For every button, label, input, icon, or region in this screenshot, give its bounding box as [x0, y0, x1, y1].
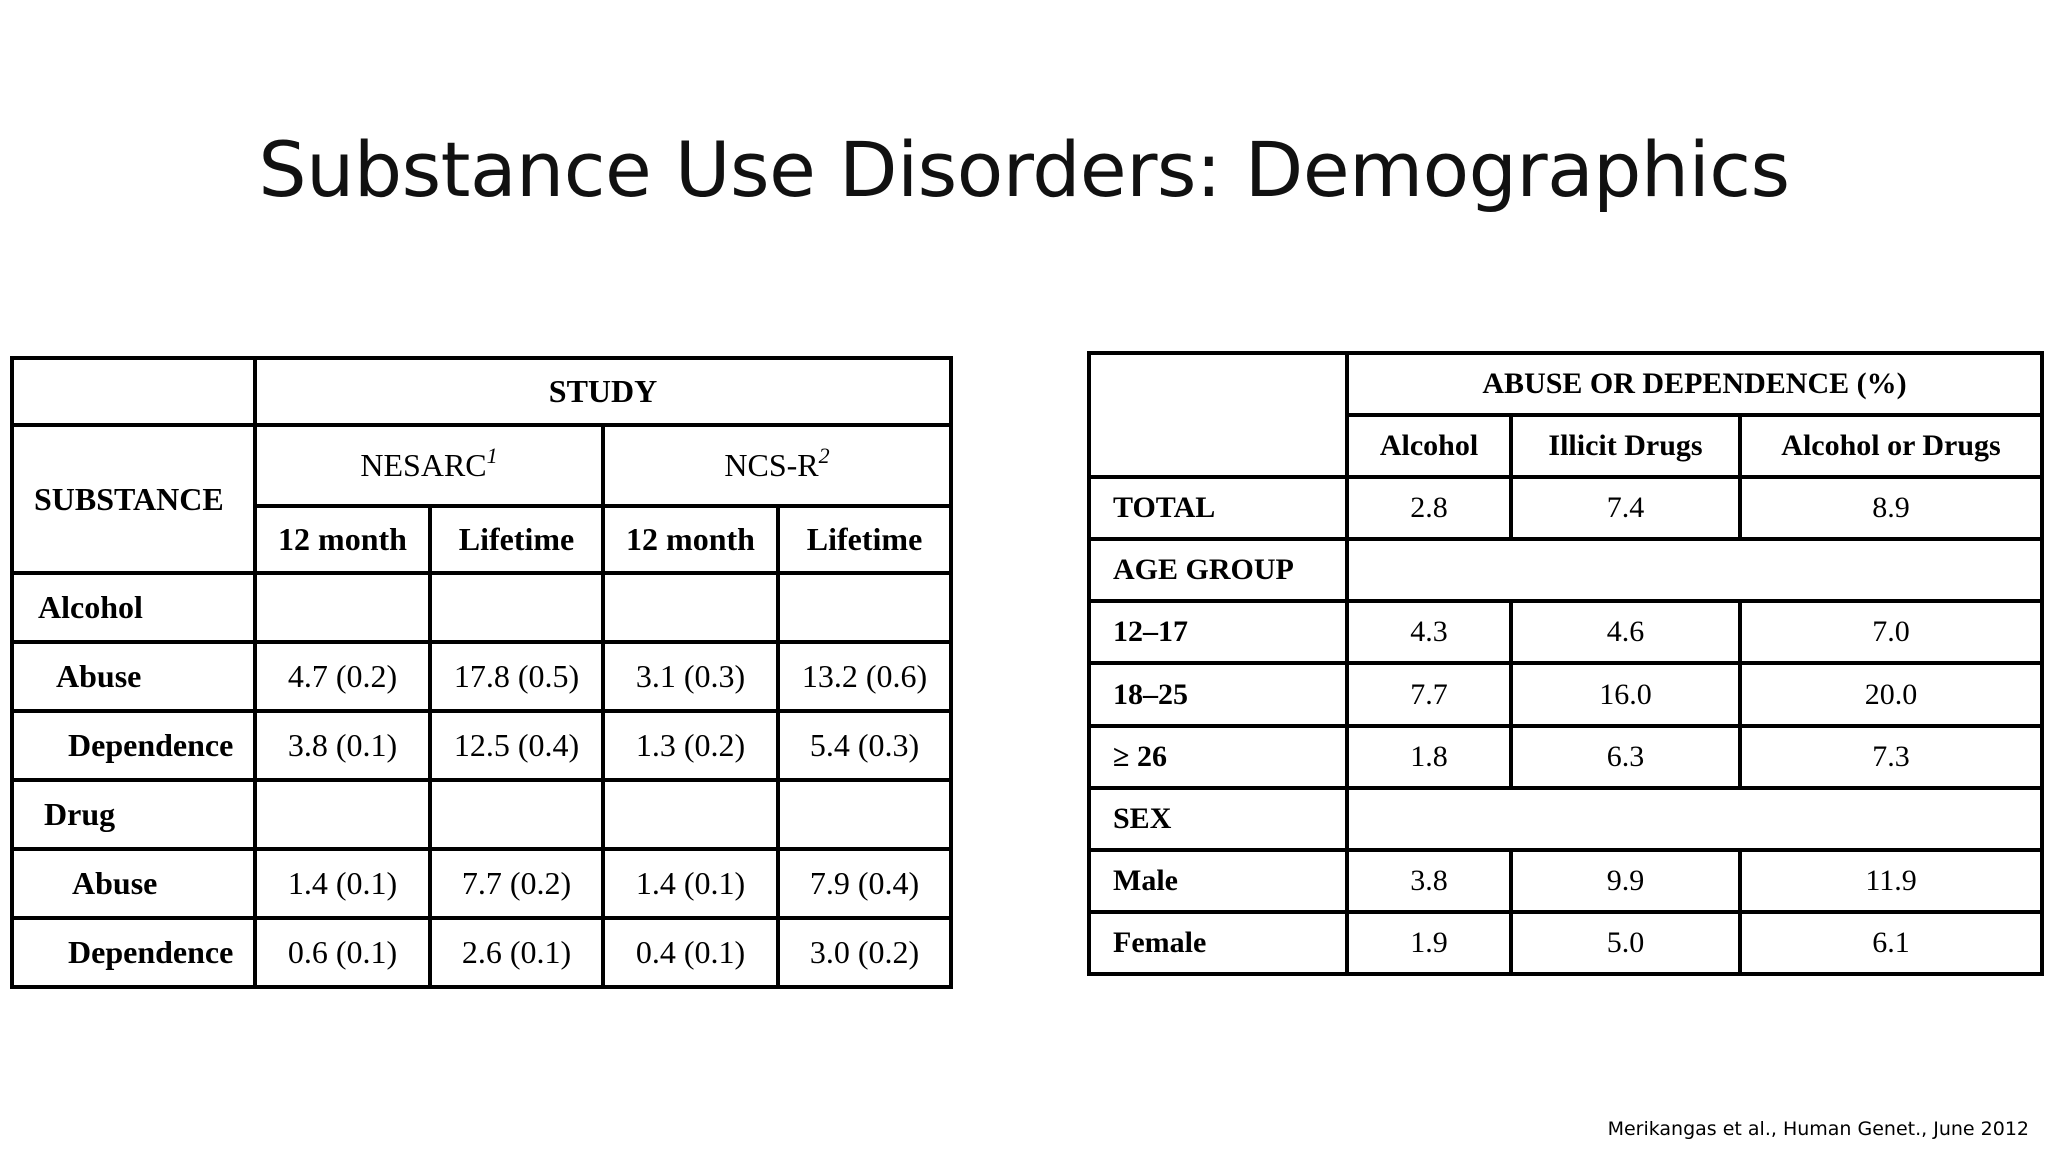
value-cell: 2.6 (0.1)	[430, 918, 603, 987]
row-label: 12–17	[1089, 601, 1347, 663]
empty-cell	[778, 573, 951, 642]
empty-cell	[255, 780, 430, 849]
value-cell: 6.3	[1511, 726, 1740, 788]
table-row	[12, 849, 951, 918]
study-ncsr-header	[603, 425, 951, 506]
value-cell: 13.2 (0.6)	[778, 642, 951, 711]
table-row	[1089, 663, 2042, 725]
empty-cell	[778, 780, 951, 849]
study-header-row	[12, 358, 951, 425]
row-label: ≥ 26	[1089, 726, 1347, 788]
corner-cell	[12, 358, 255, 425]
value-cell: 7.7 (0.2)	[430, 849, 603, 918]
table-row	[1089, 726, 2042, 788]
value-cell: 9.9	[1511, 850, 1740, 912]
period-header: Lifetime	[430, 506, 603, 573]
value-cell: 1.3 (0.2)	[603, 711, 778, 780]
row-label: Abuse	[12, 642, 255, 711]
value-cell: 4.7 (0.2)	[255, 642, 430, 711]
value-cell: 7.4	[1511, 477, 1740, 539]
value-cell: 3.0 (0.2)	[778, 918, 951, 987]
table-row	[1089, 477, 2042, 539]
value-cell: 0.4 (0.1)	[603, 918, 778, 987]
corner-cell	[1089, 353, 1347, 477]
value-cell: 5.0	[1511, 912, 1740, 974]
footnote-marker: 1	[486, 443, 498, 468]
table-row	[1089, 912, 2042, 974]
empty-cell	[603, 780, 778, 849]
group-row-drug	[12, 780, 951, 849]
section-label: SEX	[1089, 788, 1347, 850]
empty-cell	[1347, 788, 2042, 850]
group-label: Drug	[12, 780, 255, 849]
citation: Merikangas et al., Human Genet., June 2012	[1607, 1118, 2029, 1140]
slide-title: Substance Use Disorders: Demographics	[258, 125, 1790, 214]
study-name: NESARC	[360, 447, 487, 483]
demographics-table	[1087, 351, 2044, 976]
footnote-marker: 2	[818, 443, 830, 468]
study-table	[10, 356, 953, 989]
table-row	[1089, 850, 2042, 912]
empty-cell	[255, 573, 430, 642]
value-cell: 1.4 (0.1)	[255, 849, 430, 918]
row-label: TOTAL	[1089, 477, 1347, 539]
value-cell: 1.9	[1347, 912, 1511, 974]
study-nesarc-header	[255, 425, 603, 506]
value-cell: 11.9	[1740, 850, 2042, 912]
row-label: Dependence	[12, 918, 255, 987]
study-header: STUDY	[255, 358, 951, 425]
value-cell: 8.9	[1740, 477, 2042, 539]
empty-cell	[603, 573, 778, 642]
group-row-alcohol	[12, 573, 951, 642]
row-label: Female	[1089, 912, 1347, 974]
period-header: Lifetime	[778, 506, 951, 573]
period-header: 12 month	[255, 506, 430, 573]
table-row	[1089, 601, 2042, 663]
value-cell: 4.6	[1511, 601, 1740, 663]
table-row	[12, 711, 951, 780]
group-label: Alcohol	[12, 573, 255, 642]
demo-header-row	[1089, 353, 2042, 415]
column-header: Alcohol	[1347, 415, 1511, 477]
study-names-row	[12, 425, 951, 506]
value-cell: 17.8 (0.5)	[430, 642, 603, 711]
value-cell: 5.4 (0.3)	[778, 711, 951, 780]
row-label: Dependence	[12, 711, 255, 780]
value-cell: 0.6 (0.1)	[255, 918, 430, 987]
value-cell: 7.0	[1740, 601, 2042, 663]
column-header: Alcohol or Drugs	[1740, 415, 2042, 477]
section-label: AGE GROUP	[1089, 539, 1347, 601]
substance-header: SUBSTANCE	[12, 425, 255, 573]
period-header: 12 month	[603, 506, 778, 573]
value-cell: 3.8	[1347, 850, 1511, 912]
study-name: NCS-R	[724, 447, 819, 483]
value-cell: 6.1	[1740, 912, 2042, 974]
value-cell: 2.8	[1347, 477, 1511, 539]
section-row-sex	[1089, 788, 2042, 850]
value-cell: 3.8 (0.1)	[255, 711, 430, 780]
row-label: Abuse	[12, 849, 255, 918]
empty-cell	[430, 780, 603, 849]
value-cell: 20.0	[1740, 663, 2042, 725]
row-label: Male	[1089, 850, 1347, 912]
empty-cell	[1347, 539, 2042, 601]
empty-cell	[430, 573, 603, 642]
table-row	[12, 918, 951, 987]
value-cell: 16.0	[1511, 663, 1740, 725]
column-header: Illicit Drugs	[1511, 415, 1740, 477]
value-cell: 12.5 (0.4)	[430, 711, 603, 780]
abuse-dependence-header: ABUSE OR DEPENDENCE (%)	[1347, 353, 2042, 415]
value-cell: 1.4 (0.1)	[603, 849, 778, 918]
row-label: 18–25	[1089, 663, 1347, 725]
value-cell: 7.3	[1740, 726, 2042, 788]
value-cell: 4.3	[1347, 601, 1511, 663]
value-cell: 7.9 (0.4)	[778, 849, 951, 918]
section-row-age	[1089, 539, 2042, 601]
value-cell: 7.7	[1347, 663, 1511, 725]
value-cell: 3.1 (0.3)	[603, 642, 778, 711]
table-row	[12, 642, 951, 711]
value-cell: 1.8	[1347, 726, 1511, 788]
